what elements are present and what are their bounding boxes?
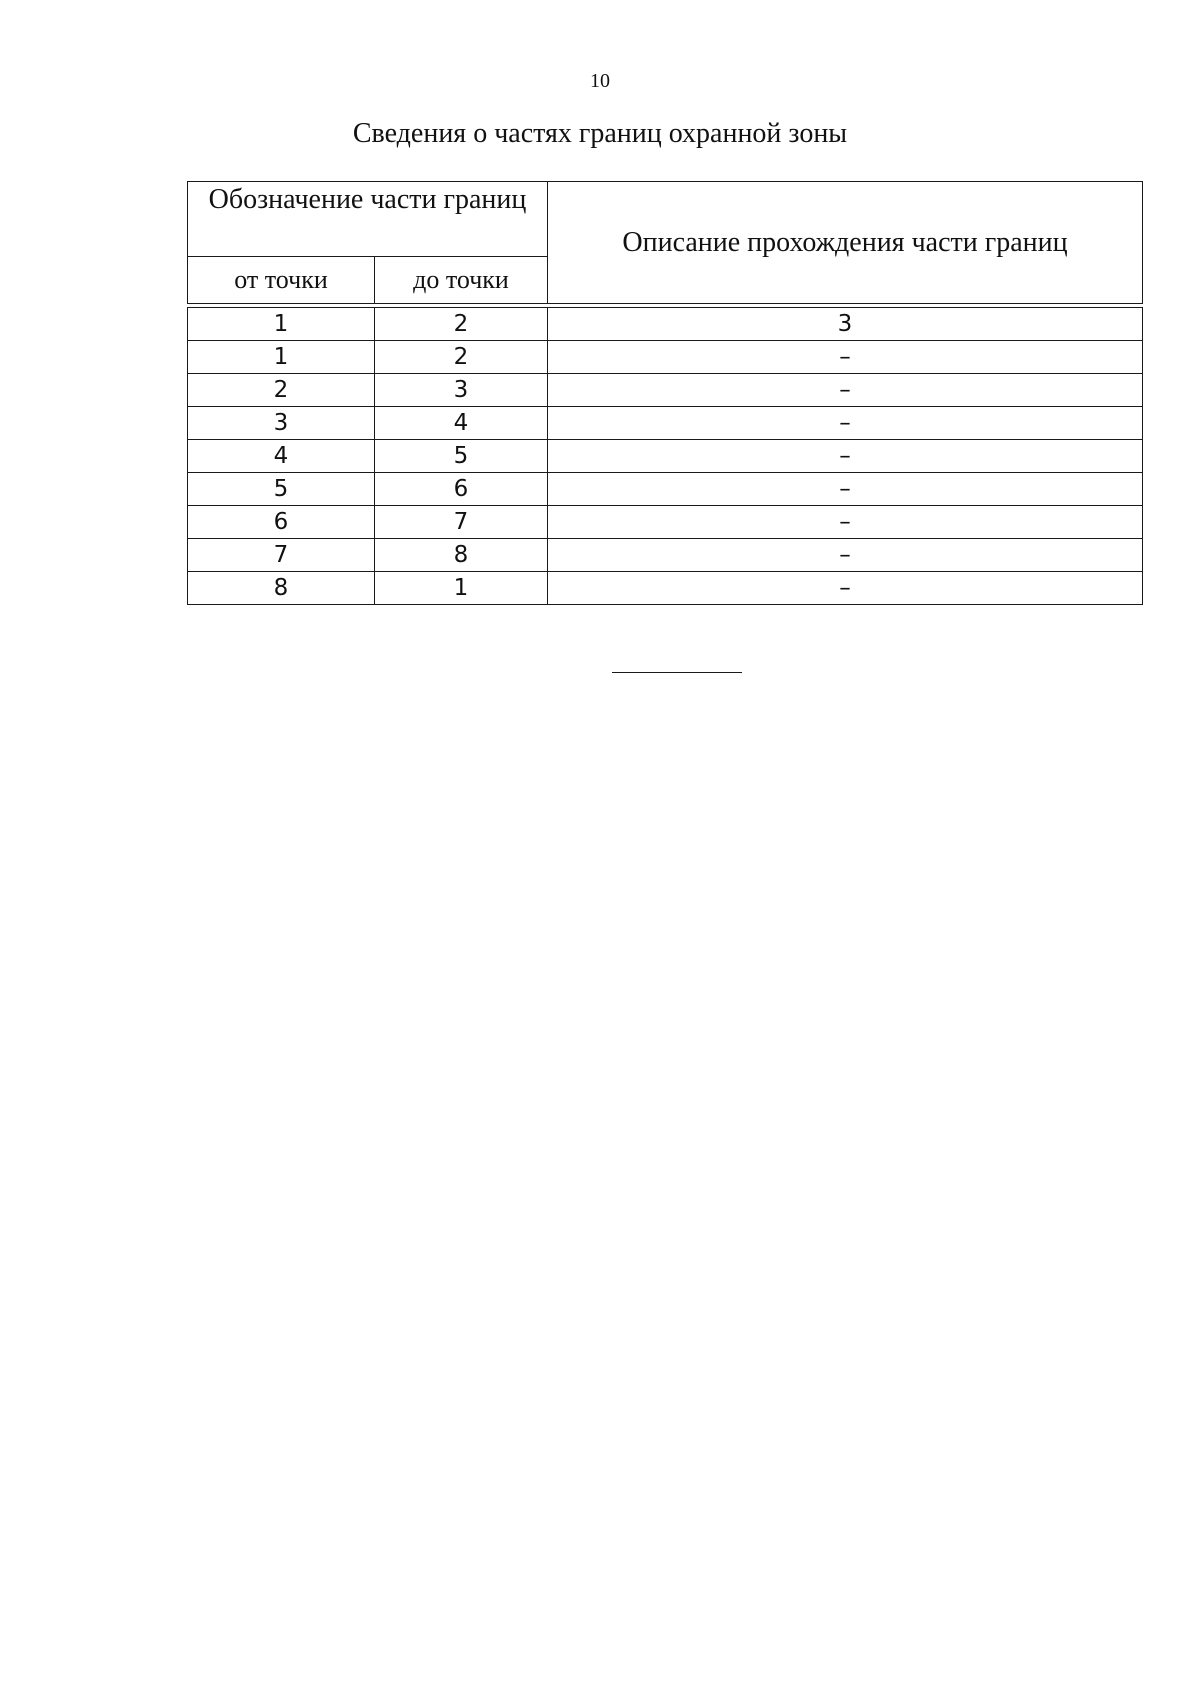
cell-from-point: 6 — [188, 506, 375, 539]
cell-from-point: 7 — [188, 539, 375, 572]
cell-description: – — [548, 374, 1143, 407]
table-header — [188, 182, 1143, 304]
document-title: Сведения о частях границ охранной зоны — [352, 118, 848, 149]
table-body — [188, 304, 1143, 605]
cell-to-point: 2 — [375, 341, 548, 374]
table-row — [188, 572, 1143, 605]
boundary-parts-table — [187, 181, 1143, 605]
cell-from-point: 5 — [188, 473, 375, 506]
cell-to-point: 6 — [375, 473, 548, 506]
table-row — [188, 374, 1143, 407]
cell-from-point: 2 — [188, 374, 375, 407]
column-numbering-row — [188, 308, 1143, 341]
page-number: 10 — [590, 70, 610, 92]
header-from-point: от точки — [188, 257, 375, 304]
cell-description: – — [548, 341, 1143, 374]
table-row — [188, 341, 1143, 374]
cell-description: – — [548, 572, 1143, 605]
cell-to-point: 7 — [375, 506, 548, 539]
cell-description: – — [548, 473, 1143, 506]
column-number-3: 3 — [548, 308, 1143, 341]
cell-description: – — [548, 407, 1143, 440]
table-row — [188, 506, 1143, 539]
cell-description: – — [548, 506, 1143, 539]
header-to-point: до точки — [375, 257, 548, 304]
header-description: Описание прохождения части границ — [548, 182, 1143, 304]
cell-description: – — [548, 539, 1143, 572]
end-rule-divider — [612, 672, 742, 673]
column-number-2: 2 — [375, 308, 548, 341]
cell-description: – — [548, 440, 1143, 473]
cell-from-point: 1 — [188, 341, 375, 374]
boundary-parts-table-container — [187, 181, 1143, 605]
header-row-1 — [188, 182, 1143, 257]
cell-to-point: 4 — [375, 407, 548, 440]
table-row — [188, 539, 1143, 572]
cell-to-point: 1 — [375, 572, 548, 605]
cell-from-point: 4 — [188, 440, 375, 473]
table-row — [188, 473, 1143, 506]
column-number-1: 1 — [188, 308, 375, 341]
cell-to-point: 5 — [375, 440, 548, 473]
table-row — [188, 407, 1143, 440]
cell-from-point: 8 — [188, 572, 375, 605]
cell-to-point: 3 — [375, 374, 548, 407]
cell-from-point: 3 — [188, 407, 375, 440]
table-row — [188, 440, 1143, 473]
header-boundary-designation: Обозначение части границ — [188, 182, 548, 257]
cell-to-point: 8 — [375, 539, 548, 572]
